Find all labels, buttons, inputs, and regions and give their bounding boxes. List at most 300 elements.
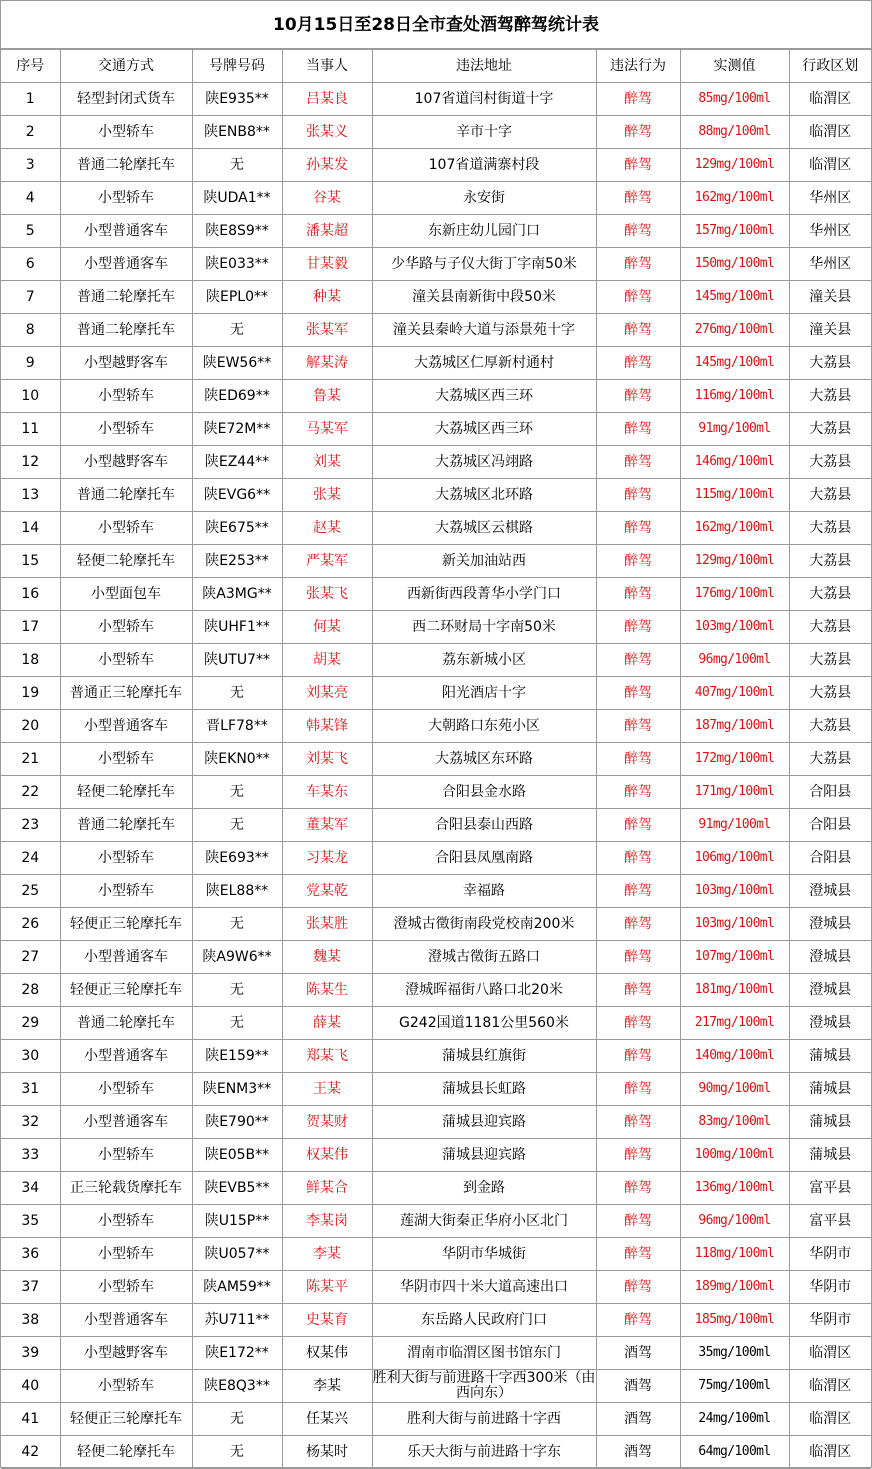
party-name: 赵某 [282, 512, 372, 545]
table-row [1, 941, 871, 974]
vehicle-type: 小型轿车 [60, 743, 192, 776]
measured-value: 162mg/100ml [680, 182, 789, 215]
measured-value: 88mg/100ml [680, 116, 789, 149]
district: 临渭区 [789, 149, 871, 182]
vehicle-type: 普通二轮摩托车 [60, 809, 192, 842]
party-name: 薛某 [282, 1007, 372, 1040]
violation-location: 大荔城区西三环 [372, 380, 596, 413]
violation-location: 蒲城县红旗街 [372, 1040, 596, 1073]
table-row [1, 644, 871, 677]
plate-number: 无 [192, 776, 282, 809]
vehicle-type: 小型轿车 [60, 611, 192, 644]
row-index: 4 [1, 182, 60, 215]
measured-value: 35mg/100ml [680, 1337, 789, 1370]
plate-number: 陕UDA1** [192, 182, 282, 215]
party-name: 潘某超 [282, 215, 372, 248]
plate-number: 陕U15P** [192, 1205, 282, 1238]
party-name: 权某伟 [282, 1139, 372, 1172]
vehicle-type: 小型普通客车 [60, 215, 192, 248]
violation-location: 合阳县金水路 [372, 776, 596, 809]
party-name: 甘某毅 [282, 248, 372, 281]
violation-location: 华阴市四十米大道高速出口 [372, 1271, 596, 1304]
vehicle-type: 小型轿车 [60, 380, 192, 413]
row-index: 6 [1, 248, 60, 281]
plate-number: 陕E790** [192, 1106, 282, 1139]
vehicle-type: 轻便正三轮摩托车 [60, 974, 192, 1007]
party-name: 胡某 [282, 644, 372, 677]
violation-type: 醉驾 [596, 1106, 680, 1139]
measured-value: 129mg/100ml [680, 149, 789, 182]
row-index: 5 [1, 215, 60, 248]
party-name: 车某东 [282, 776, 372, 809]
table-row [1, 380, 871, 413]
plate-number: 无 [192, 809, 282, 842]
plate-number: 陕ED69** [192, 380, 282, 413]
plate-number: 陕EVG6** [192, 479, 282, 512]
district: 澄城县 [789, 875, 871, 908]
row-index: 19 [1, 677, 60, 710]
table-row [1, 743, 871, 776]
measured-value: 96mg/100ml [680, 1205, 789, 1238]
vehicle-type: 普通二轮摩托车 [60, 1007, 192, 1040]
party-name: 郑某飞 [282, 1040, 372, 1073]
table-body [1, 83, 871, 1469]
table-row [1, 1205, 871, 1238]
party-name: 任某兴 [282, 1403, 372, 1436]
violation-type: 酒驾 [596, 1436, 680, 1469]
measured-value: 115mg/100ml [680, 479, 789, 512]
measured-value: 96mg/100ml [680, 644, 789, 677]
measured-value: 407mg/100ml [680, 677, 789, 710]
measured-value: 91mg/100ml [680, 413, 789, 446]
measured-value: 189mg/100ml [680, 1271, 789, 1304]
violation-type: 醉驾 [596, 446, 680, 479]
plate-number: 无 [192, 908, 282, 941]
violation-location: 乐天大街与前进路十字东 [372, 1436, 596, 1469]
violation-type: 醉驾 [596, 1271, 680, 1304]
plate-number: 陕E8S9** [192, 215, 282, 248]
measured-value: 185mg/100ml [680, 1304, 789, 1337]
violation-location: 幸福路 [372, 875, 596, 908]
table-row [1, 446, 871, 479]
vehicle-type: 小型普通客车 [60, 248, 192, 281]
party-name: 张某胜 [282, 908, 372, 941]
vehicle-type: 轻便二轮摩托车 [60, 1436, 192, 1469]
vehicle-type: 小型轿车 [60, 1139, 192, 1172]
plate-number: 陕UHF1** [192, 611, 282, 644]
district: 临渭区 [789, 1436, 871, 1469]
row-index: 2 [1, 116, 60, 149]
table-row [1, 710, 871, 743]
row-index: 8 [1, 314, 60, 347]
table-row [1, 776, 871, 809]
plate-number: 陕E172** [192, 1337, 282, 1370]
district: 华州区 [789, 215, 871, 248]
vehicle-type: 轻便二轮摩托车 [60, 776, 192, 809]
party-name: 严某军 [282, 545, 372, 578]
party-name: 杨某时 [282, 1436, 372, 1469]
vehicle-type: 小型轿车 [60, 116, 192, 149]
measured-value: 146mg/100ml [680, 446, 789, 479]
vehicle-type: 小型普通客车 [60, 1040, 192, 1073]
row-index: 14 [1, 512, 60, 545]
sheet-title: 10月15日至28日全市查处酒驾醉驾统计表 [1, 1, 871, 49]
district: 合阳县 [789, 776, 871, 809]
district: 大荔县 [789, 644, 871, 677]
header-vehicle-type: 交通方式 [60, 50, 192, 83]
violation-location: 蒲城县长虹路 [372, 1073, 596, 1106]
vehicle-type: 小型轿车 [60, 1370, 192, 1403]
row-index: 34 [1, 1172, 60, 1205]
district: 临渭区 [789, 1337, 871, 1370]
violation-location: 合阳县凤凰南路 [372, 842, 596, 875]
table-row [1, 1172, 871, 1205]
violation-location: 蒲城县迎宾路 [372, 1106, 596, 1139]
measured-value: 103mg/100ml [680, 611, 789, 644]
row-index: 18 [1, 644, 60, 677]
row-index: 33 [1, 1139, 60, 1172]
violation-location: G242国道1181公里560米 [372, 1007, 596, 1040]
party-name: 陈某生 [282, 974, 372, 1007]
violation-type: 醉驾 [596, 941, 680, 974]
violation-location: 澄城古徵街南段党校南200米 [372, 908, 596, 941]
table-row [1, 545, 871, 578]
measured-value: 150mg/100ml [680, 248, 789, 281]
table-row [1, 1337, 871, 1370]
party-name: 史某育 [282, 1304, 372, 1337]
plate-number: 陕EW56** [192, 347, 282, 380]
violation-location: 大荔城区冯翊路 [372, 446, 596, 479]
measured-value: 145mg/100ml [680, 347, 789, 380]
table-row [1, 215, 871, 248]
district: 大荔县 [789, 347, 871, 380]
violation-location: 107省道满寨村段 [372, 149, 596, 182]
header-district: 行政区划 [789, 50, 871, 83]
vehicle-type: 轻便正三轮摩托车 [60, 908, 192, 941]
table-row [1, 479, 871, 512]
district: 大荔县 [789, 611, 871, 644]
district: 大荔县 [789, 743, 871, 776]
header-measured-value: 实测值 [680, 50, 789, 83]
violation-location: 辛市十字 [372, 116, 596, 149]
district: 临渭区 [789, 1403, 871, 1436]
violation-location: 澄城古徵街五路口 [372, 941, 596, 974]
party-name: 李某 [282, 1370, 372, 1403]
party-name: 张某飞 [282, 578, 372, 611]
violation-type: 醉驾 [596, 578, 680, 611]
district: 大荔县 [789, 479, 871, 512]
vehicle-type: 小型轿车 [60, 1238, 192, 1271]
table-row [1, 1403, 871, 1436]
vehicle-type: 小型轿车 [60, 842, 192, 875]
violation-type: 醉驾 [596, 1139, 680, 1172]
district: 大荔县 [789, 512, 871, 545]
violation-location: 永安街 [372, 182, 596, 215]
row-index: 16 [1, 578, 60, 611]
violation-location: 莲湖大街秦正华府小区北门 [372, 1205, 596, 1238]
measured-value: 91mg/100ml [680, 809, 789, 842]
violation-type: 醉驾 [596, 908, 680, 941]
row-index: 37 [1, 1271, 60, 1304]
header-violation: 违法行为 [596, 50, 680, 83]
measured-value: 64mg/100ml [680, 1436, 789, 1469]
plate-number: 陕E033** [192, 248, 282, 281]
row-index: 39 [1, 1337, 60, 1370]
measured-value: 75mg/100ml [680, 1370, 789, 1403]
table-row [1, 83, 871, 116]
plate-number: 陕EKN0** [192, 743, 282, 776]
district: 华州区 [789, 248, 871, 281]
row-index: 20 [1, 710, 60, 743]
violation-type: 醉驾 [596, 611, 680, 644]
measured-value: 176mg/100ml [680, 578, 789, 611]
row-index: 36 [1, 1238, 60, 1271]
measured-value: 181mg/100ml [680, 974, 789, 1007]
plate-number: 陕ENM3** [192, 1073, 282, 1106]
district: 华阴市 [789, 1304, 871, 1337]
vehicle-type: 小型普通客车 [60, 1106, 192, 1139]
table-row [1, 578, 871, 611]
vehicle-type: 小型轿车 [60, 1073, 192, 1106]
row-index: 31 [1, 1073, 60, 1106]
table-row [1, 974, 871, 1007]
district: 蒲城县 [789, 1106, 871, 1139]
measured-value: 140mg/100ml [680, 1040, 789, 1073]
table-row [1, 677, 871, 710]
measured-value: 107mg/100ml [680, 941, 789, 974]
plate-number: 陕A9W6** [192, 941, 282, 974]
party-name: 董某军 [282, 809, 372, 842]
plate-number: 陕E693** [192, 842, 282, 875]
district: 合阳县 [789, 809, 871, 842]
party-name: 贺某财 [282, 1106, 372, 1139]
district: 大荔县 [789, 413, 871, 446]
vehicle-type: 小型轿车 [60, 512, 192, 545]
header-plate: 号牌号码 [192, 50, 282, 83]
table-row [1, 1007, 871, 1040]
violation-type: 醉驾 [596, 512, 680, 545]
party-name: 鲁某 [282, 380, 372, 413]
violation-location: 澄城晖福街八路口北20米 [372, 974, 596, 1007]
party-name: 马某军 [282, 413, 372, 446]
vehicle-type: 普通正三轮摩托车 [60, 677, 192, 710]
violation-type: 酒驾 [596, 1403, 680, 1436]
plate-number: 陕U057** [192, 1238, 282, 1271]
violation-location: 阳光酒店十字 [372, 677, 596, 710]
plate-number: 陕E935** [192, 83, 282, 116]
vehicle-type: 普通二轮摩托车 [60, 149, 192, 182]
row-index: 7 [1, 281, 60, 314]
violation-location: 大荔城区北环路 [372, 479, 596, 512]
party-name: 种某 [282, 281, 372, 314]
vehicle-type: 正三轮载货摩托车 [60, 1172, 192, 1205]
table-row [1, 1073, 871, 1106]
row-index: 23 [1, 809, 60, 842]
violation-type: 醉驾 [596, 875, 680, 908]
vehicle-type: 小型越野客车 [60, 347, 192, 380]
row-index: 13 [1, 479, 60, 512]
vehicle-type: 轻便二轮摩托车 [60, 545, 192, 578]
violation-location: 大荔城区云棋路 [372, 512, 596, 545]
plate-number: 陕E72M** [192, 413, 282, 446]
table-row [1, 413, 871, 446]
row-index: 1 [1, 83, 60, 116]
party-name: 鲜某合 [282, 1172, 372, 1205]
plate-number: 陕E05B** [192, 1139, 282, 1172]
party-name: 陈某平 [282, 1271, 372, 1304]
violation-type: 醉驾 [596, 347, 680, 380]
violation-type: 醉驾 [596, 380, 680, 413]
violation-location: 潼关县秦岭大道与添景苑十字 [372, 314, 596, 347]
plate-number: 陕EPL0** [192, 281, 282, 314]
violations-table [1, 49, 871, 1469]
district: 澄城县 [789, 941, 871, 974]
table-row [1, 248, 871, 281]
district: 澄城县 [789, 1007, 871, 1040]
measured-value: 103mg/100ml [680, 875, 789, 908]
violation-type: 醉驾 [596, 1073, 680, 1106]
violation-type: 醉驾 [596, 710, 680, 743]
row-index: 11 [1, 413, 60, 446]
row-index: 35 [1, 1205, 60, 1238]
violation-location: 大朝路口东苑小区 [372, 710, 596, 743]
plate-number: 无 [192, 677, 282, 710]
row-index: 25 [1, 875, 60, 908]
violation-type: 醉驾 [596, 743, 680, 776]
measured-value: 157mg/100ml [680, 215, 789, 248]
plate-number: 陕UTU7** [192, 644, 282, 677]
party-name: 张某军 [282, 314, 372, 347]
table-header-row [1, 50, 871, 83]
vehicle-type: 小型越野客车 [60, 446, 192, 479]
row-index: 28 [1, 974, 60, 1007]
violation-location: 渭南市临渭区图书馆东门 [372, 1337, 596, 1370]
violation-type: 醉驾 [596, 545, 680, 578]
party-name: 孙某发 [282, 149, 372, 182]
row-index: 32 [1, 1106, 60, 1139]
district: 潼关县 [789, 314, 871, 347]
measured-value: 116mg/100ml [680, 380, 789, 413]
violation-type: 醉驾 [596, 314, 680, 347]
plate-number: 陕E675** [192, 512, 282, 545]
district: 大荔县 [789, 578, 871, 611]
row-index: 41 [1, 1403, 60, 1436]
party-name: 王某 [282, 1073, 372, 1106]
measured-value: 106mg/100ml [680, 842, 789, 875]
party-name: 刘某亮 [282, 677, 372, 710]
district: 临渭区 [789, 83, 871, 116]
party-name: 谷某 [282, 182, 372, 215]
violation-location: 东岳路人民政府门口 [372, 1304, 596, 1337]
violation-type: 醉驾 [596, 677, 680, 710]
party-name: 韩某锋 [282, 710, 372, 743]
row-index: 22 [1, 776, 60, 809]
table-row [1, 908, 871, 941]
row-index: 27 [1, 941, 60, 974]
district: 大荔县 [789, 446, 871, 479]
vehicle-type: 小型轿车 [60, 644, 192, 677]
violation-type: 醉驾 [596, 974, 680, 1007]
district: 澄城县 [789, 974, 871, 1007]
table-row [1, 1271, 871, 1304]
row-index: 21 [1, 743, 60, 776]
district: 大荔县 [789, 677, 871, 710]
violation-location: 到金路 [372, 1172, 596, 1205]
plate-number: 无 [192, 314, 282, 347]
district: 华州区 [789, 182, 871, 215]
violation-type: 醉驾 [596, 248, 680, 281]
measured-value: 171mg/100ml [680, 776, 789, 809]
measured-value: 136mg/100ml [680, 1172, 789, 1205]
violation-type: 酒驾 [596, 1337, 680, 1370]
violation-location: 华阴市华城街 [372, 1238, 596, 1271]
party-name: 李某 [282, 1238, 372, 1271]
row-index: 30 [1, 1040, 60, 1073]
measured-value: 103mg/100ml [680, 908, 789, 941]
party-name: 李某岗 [282, 1205, 372, 1238]
table-row [1, 842, 871, 875]
table-row [1, 1040, 871, 1073]
violation-type: 醉驾 [596, 215, 680, 248]
vehicle-type: 小型轿车 [60, 1205, 192, 1238]
table-row [1, 1436, 871, 1469]
party-name: 权某伟 [282, 1337, 372, 1370]
measured-value: 24mg/100ml [680, 1403, 789, 1436]
table-row [1, 875, 871, 908]
plate-number: 陕A3MG** [192, 578, 282, 611]
row-index: 12 [1, 446, 60, 479]
violation-location: 大荔城区仁厚新村通村 [372, 347, 596, 380]
plate-number: 陕EL88** [192, 875, 282, 908]
violation-type: 醉驾 [596, 1238, 680, 1271]
violation-type: 醉驾 [596, 116, 680, 149]
header-index: 序号 [1, 50, 60, 83]
district: 富平县 [789, 1172, 871, 1205]
vehicle-type: 小型普通客车 [60, 1304, 192, 1337]
violation-location: 胜利大街与前进路十字西 [372, 1403, 596, 1436]
row-index: 10 [1, 380, 60, 413]
row-index: 40 [1, 1370, 60, 1403]
district: 华阴市 [789, 1271, 871, 1304]
district: 大荔县 [789, 380, 871, 413]
party-name: 习某龙 [282, 842, 372, 875]
vehicle-type: 小型轿车 [60, 1271, 192, 1304]
violation-type: 醉驾 [596, 809, 680, 842]
vehicle-type: 轻型封闭式货车 [60, 83, 192, 116]
violation-type: 醉驾 [596, 776, 680, 809]
violation-type: 醉驾 [596, 644, 680, 677]
violation-location: 胜利大街与前进路十字西300米（由西向东） [372, 1370, 596, 1401]
violation-type: 醉驾 [596, 1205, 680, 1238]
violation-location: 大荔城区西三环 [372, 413, 596, 446]
district: 合阳县 [789, 842, 871, 875]
table-row [1, 149, 871, 182]
row-index: 9 [1, 347, 60, 380]
violation-type: 醉驾 [596, 149, 680, 182]
row-index: 17 [1, 611, 60, 644]
measured-value: 118mg/100ml [680, 1238, 789, 1271]
plate-number: 陕ENB8** [192, 116, 282, 149]
vehicle-type: 小型轿车 [60, 875, 192, 908]
measured-value: 162mg/100ml [680, 512, 789, 545]
table-row [1, 281, 871, 314]
plate-number: 陕E253** [192, 545, 282, 578]
measured-value: 129mg/100ml [680, 545, 789, 578]
plate-number: 陕AM59** [192, 1271, 282, 1304]
party-name: 张某义 [282, 116, 372, 149]
plate-number: 陕EZ44** [192, 446, 282, 479]
measured-value: 90mg/100ml [680, 1073, 789, 1106]
